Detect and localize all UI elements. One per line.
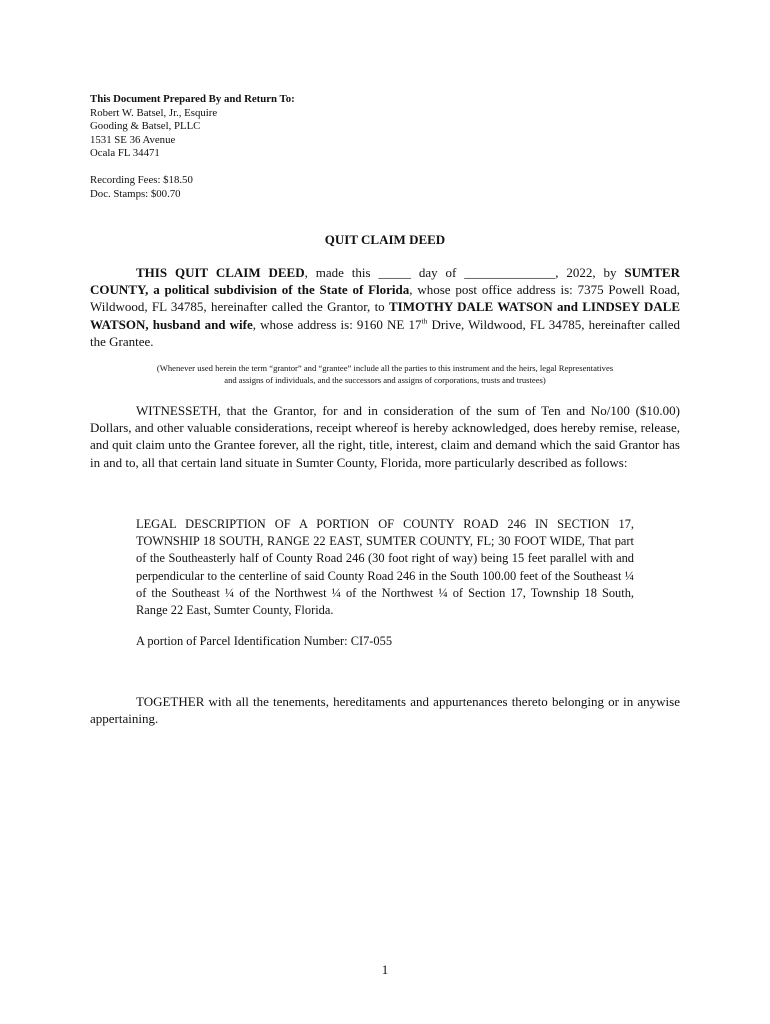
- grantee-address-a: , whose address is: 9160 NE 17: [252, 316, 422, 332]
- grantee-address-b: Drive, Wildwood, FL 34785, hereinafter called the Grantee.: [90, 316, 681, 349]
- preparer-block: [90, 93, 390, 161]
- definitions-note: (Whenever used herein the term “grantor” and “grantee” include all the parties to this instrument and the heirs, legal Representatives and assigns of individuals, and the successors and assigns of corporations, trusts and trustees): [156, 363, 614, 386]
- law-firm: Gooding & Batsel, PLLC: [90, 120, 201, 133]
- attorney-name: Robert W. Batsel, Jr., Esquire: [90, 106, 218, 119]
- deed-intro-bold: THIS QUIT CLAIM DEED: [136, 265, 305, 280]
- deed-intro-text: , made this _____ day of ______________, 2022, by: [304, 265, 625, 280]
- parcel-id: A portion of Parcel Identification Number: CI7-055: [136, 634, 393, 648]
- together-paragraph: [90, 693, 680, 727]
- grantor-name: SUMTER COUNTY, a political subdivision of the State of Florida: [90, 265, 680, 298]
- doc-stamps: Doc. Stamps: $00.70: [90, 187, 181, 200]
- recording-fees: Recording Fees: $18.50: [90, 174, 193, 186]
- prepared-by-heading: This Document Prepared By and Return To:: [90, 93, 295, 105]
- together-text: TOGETHER with all the tenements, hereditaments and appurtenances thereto belonging or in anywise appertaining.: [90, 694, 680, 727]
- street-address: 1531 SE 36 Avenue: [90, 133, 176, 146]
- fees-block: [90, 174, 390, 201]
- page-number: 1: [381, 962, 389, 977]
- grantee-name: TIMOTHY DALE WATSON and LINDSEY DALE WATSON, husband and wife: [90, 299, 680, 332]
- grantor-address: , whose post office address is: 7375 Powell Road, Wildwood, FL 34785, hereinafter called the Grantor, to: [90, 282, 680, 315]
- legal-description: LEGAL DESCRIPTION OF A PORTION OF COUNTY ROAD 246 IN SECTION 17, TOWNSHIP 18 SOUTH, RANGE 22 EAST, SUMTER COUNTY, FL; 30 FOOT WIDE, That part of the Southeasterly half of County Road 246 (30 foot right of way) being 15 feet parallel with and perpendicular to the centerline of said County Road 246 in the South 100.00 feet of the Southeast ¼ of the Southeast ¼ of the Northwest ¼ of the Northwest ¼ of Section 17, Township 18 South, Range 22 East, Sumter County, Florida.: [136, 517, 634, 618]
- city-address: Ocala FL 34471: [90, 147, 160, 160]
- grantee-address-sup: th: [421, 316, 428, 326]
- witnesseth-text: WITNESSETH, that the Grantor, for and in consideration of the sum of Ten and No/100 ($10.00) Dollars, and other valuable considerations, receipt whereof is hereby acknowledged, does hereby remise, release, and quit claim unto the Grantee forever, all the right, title, interest, claim and demand which the said Grantor has in and to, all that certain land situate in Sumter County, Florida, more particularly described as follows:: [90, 403, 680, 470]
- deed-opening-paragraph: [90, 264, 680, 350]
- witnesseth-paragraph: [90, 402, 680, 471]
- document-title: QUIT CLAIM DEED: [324, 232, 446, 247]
